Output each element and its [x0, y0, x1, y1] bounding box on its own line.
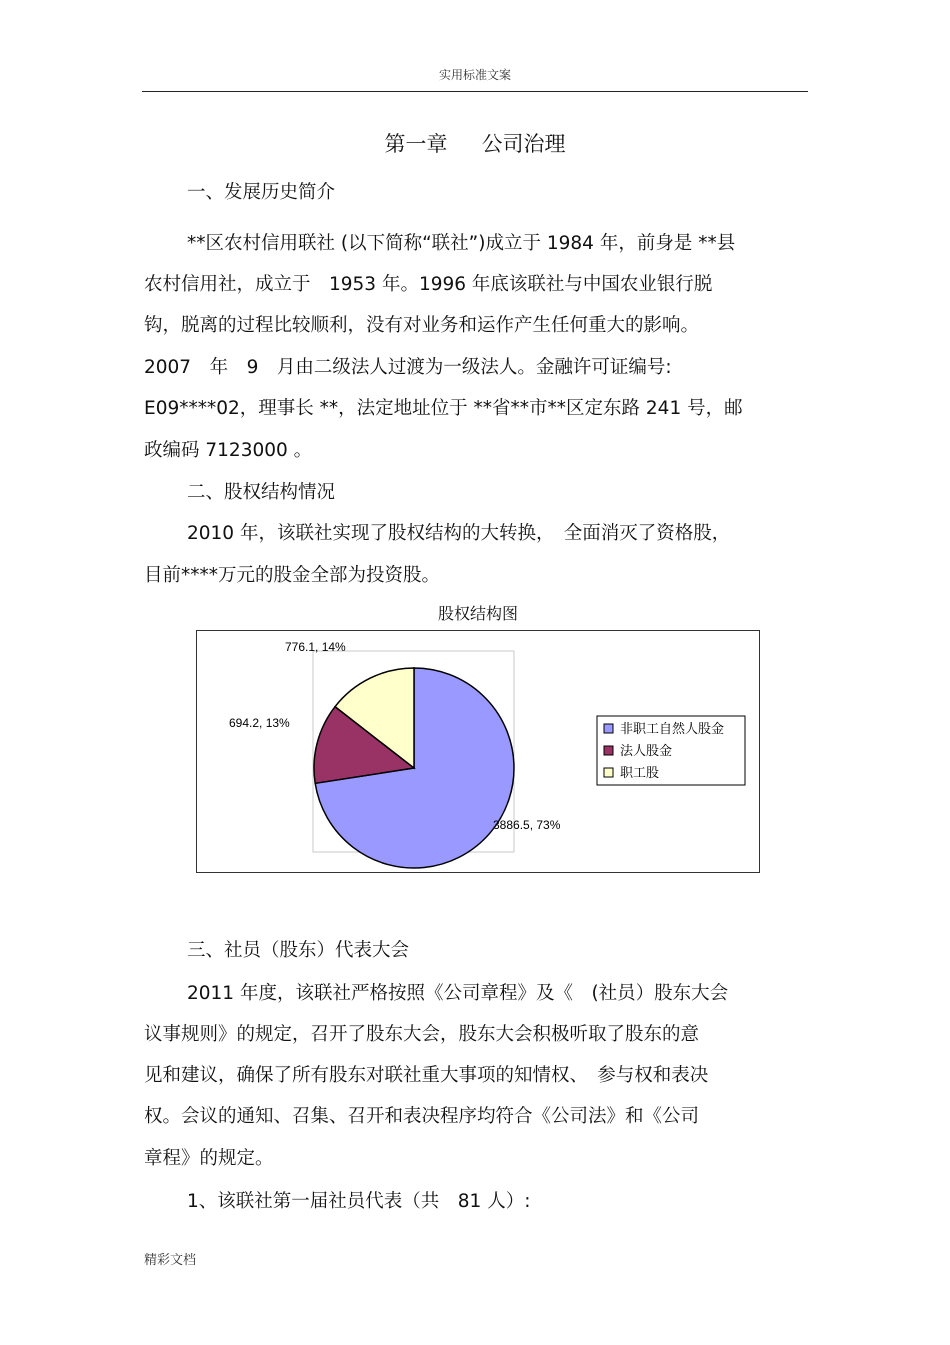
chapter-number: 第一章: [384, 132, 448, 156]
section-1-line: 2007 年 9 月由二级法人过渡为一级法人。金融许可证编号:: [144, 357, 672, 378]
pie-chart-frame: [196, 630, 760, 873]
section-3-line: 议事规则》的规定，召开了股东大会，股东大会积极听取了股东的意: [144, 1024, 700, 1045]
section-3-line: 权。会议的通知、召集、召开和表决程序均符合《公司法》和《公司: [144, 1106, 700, 1127]
section-3-line: 2011 年度，该联社严格按照《公司章程》及《 (社员）股东大会: [187, 983, 729, 1004]
section-1-line: 政编码 7123000 。: [144, 440, 313, 461]
legend-label: 法人股金: [620, 744, 673, 759]
legend-label: 职工股: [620, 766, 660, 781]
section-2-line: 2010 年，该联社实现了股权结构的大转换， 全面消灭了资格股，: [187, 523, 731, 544]
header-rule: [142, 91, 808, 92]
legend-swatch: [604, 768, 613, 777]
section-3-line: 见和建议，确保了所有股东对联社重大事项的知情权、 参与权和表决: [144, 1065, 709, 1086]
section-1-heading: 一、发展历史简介: [187, 182, 336, 203]
pie-data-label: 694.2, 13%: [229, 716, 290, 730]
page-header: 实用标准文案: [438, 68, 511, 82]
section-1-line: **区农村信用联社 (以下简称“联社”)成立于 1984 年，前身是 **县: [187, 233, 736, 254]
pie-data-label: 776.1, 14%: [285, 640, 346, 654]
chapter-name: 公司治理: [481, 132, 566, 156]
pie-data-label: 3886.5, 73%: [493, 818, 561, 832]
chapter-title: [142, 128, 808, 158]
legend-label: 非职工自然人股金: [620, 722, 725, 737]
page-footer: 精彩文档: [144, 1253, 197, 1268]
section-1-line: E09****02，理事长 **，法定地址位于 **省**市**区定东路 241 号，邮: [144, 398, 743, 419]
chart-title: 股权结构图: [437, 604, 518, 623]
section-2-line: 目前****万元的股金全部为投资股。: [144, 565, 441, 586]
pie-chart: [197, 631, 759, 872]
section-1-line: 钩，脱离的过程比较顺利，没有对业务和运作产生任何重大的影响。: [144, 315, 700, 336]
legend-swatch: [604, 746, 613, 755]
legend-swatch: [604, 724, 613, 733]
section-1-line: 农村信用社，成立于 1953 年。1996 年底该联社与中国农业银行脱: [144, 274, 713, 295]
section-3-item-1: 1、该联社第一届社员代表（共 81 人）:: [187, 1191, 531, 1212]
section-3-heading: 三、社员（股东）代表大会: [187, 940, 410, 961]
section-2-heading: 二、股权结构情况: [187, 482, 336, 503]
section-3-line: 章程》的规定。: [144, 1148, 274, 1169]
